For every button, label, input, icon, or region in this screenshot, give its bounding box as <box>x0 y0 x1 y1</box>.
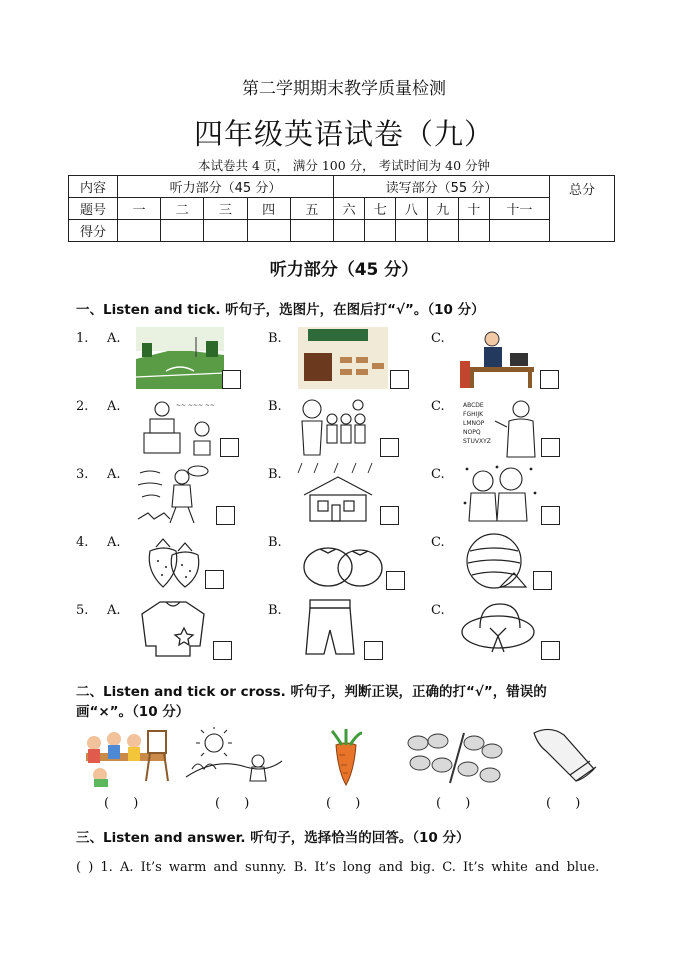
answer-box[interactable] <box>380 438 399 457</box>
cell-q: 八 <box>396 198 427 220</box>
scarf-image <box>530 725 600 785</box>
family-line-image <box>298 397 376 457</box>
watermelon-image <box>464 533 530 593</box>
strawberries-image <box>144 537 204 589</box>
eye-chart-image <box>461 397 541 457</box>
score-input[interactable] <box>247 220 290 242</box>
answer-box[interactable] <box>541 438 560 457</box>
q1-row-number: 1. <box>76 331 89 346</box>
cell-q: 九 <box>427 198 458 220</box>
cell-total: 总分 <box>550 176 615 242</box>
cell-q: 六 <box>333 198 364 220</box>
shorts-image <box>302 598 358 658</box>
score-input[interactable] <box>365 220 396 242</box>
exam-subject: 第二学期期末教学质量检测 <box>242 79 446 99</box>
exam-meta: 本试卷共 4 页， 满分 100 分， 考试时间为 40 分钟 <box>197 158 490 173</box>
score-row-content <box>69 176 615 198</box>
kids-painting-image <box>78 727 176 787</box>
svg-text:STUVXYZ: STUVXYZ <box>463 438 491 445</box>
cell-q: 三 <box>204 198 247 220</box>
sweater-image <box>138 598 208 658</box>
answer-box[interactable] <box>205 570 224 589</box>
playground-image <box>136 327 224 389</box>
option-label: B. <box>268 535 282 550</box>
option-label: B. <box>268 467 282 482</box>
cell-q: 五 <box>290 198 333 220</box>
score-input[interactable] <box>396 220 427 242</box>
windy-day-image <box>136 463 216 525</box>
answer-box[interactable] <box>533 571 552 590</box>
rainy-house-image <box>298 463 378 525</box>
score-input[interactable] <box>333 220 364 242</box>
tomatoes-image <box>302 541 384 587</box>
cell-q: 四 <box>247 198 290 220</box>
option-label: C. <box>431 331 445 346</box>
cell-reading: 读写部分（55 分） <box>333 176 549 198</box>
answer-box[interactable] <box>222 370 241 389</box>
q1-row-number: 2. <box>76 399 89 414</box>
q3-heading: 三、Listen and answer. 听句子，选择恰当的回答。（10 分） <box>76 830 470 846</box>
cell-q: 二 <box>161 198 204 220</box>
answer-box[interactable] <box>213 641 232 660</box>
answer-box[interactable] <box>386 571 405 590</box>
cell-label: 得分 <box>69 220 118 242</box>
option-label: A. <box>107 331 121 346</box>
q3-item-1: ( ) 1. A. It’s warm and sunny. B. It’s long and big. C. It’s white and blue. <box>76 860 600 875</box>
listening-section-title: 听力部分（45 分） <box>269 260 419 280</box>
sheep-flock-image <box>404 729 504 787</box>
option-label: B. <box>268 603 282 618</box>
music-room-image <box>298 327 388 389</box>
hot-sun-image <box>186 727 282 787</box>
score-input[interactable] <box>204 220 247 242</box>
q2-heading-line2: 画“×”。（10 分） <box>76 704 190 720</box>
cell-label: 题号 <box>69 198 118 220</box>
answer-paren[interactable]: ( ) <box>436 796 481 811</box>
carrot-image <box>326 729 366 787</box>
svg-text:LMNOP: LMNOP <box>463 420 485 427</box>
score-row-scores <box>69 220 615 242</box>
answer-box[interactable] <box>541 506 560 525</box>
q1-heading: 一、Listen and tick. 听句子，选图片，在图后打“√”。（10 分） <box>76 302 485 318</box>
exam-title: 四年级英语试卷（九） <box>193 117 494 151</box>
option-label: C. <box>431 603 445 618</box>
q1-row-number: 5. <box>76 603 89 618</box>
answer-box[interactable] <box>364 641 383 660</box>
score-input[interactable] <box>118 220 161 242</box>
answer-box[interactable] <box>541 641 560 660</box>
snowy-kids-image <box>461 463 541 525</box>
svg-text:NOPQ: NOPQ <box>463 429 481 436</box>
svg-text:FGHIJK: FGHIJK <box>463 411 484 418</box>
score-input[interactable] <box>290 220 333 242</box>
option-label: B. <box>268 331 282 346</box>
sun-hat-image <box>460 600 536 656</box>
option-label: C. <box>431 535 445 550</box>
svg-text:~~ ~~~ ~~: ~~ ~~~ ~~ <box>176 402 216 409</box>
answer-paren[interactable]: ( ) <box>215 796 260 811</box>
answer-box[interactable] <box>380 506 399 525</box>
score-input[interactable] <box>161 220 204 242</box>
option-label: A. <box>107 603 121 618</box>
answer-box[interactable] <box>216 506 235 525</box>
cell-q: 一 <box>118 198 161 220</box>
score-row-numbers <box>69 198 615 220</box>
option-label: C. <box>431 467 445 482</box>
teacher-office-image <box>460 327 540 389</box>
option-label: B. <box>268 399 282 414</box>
cell-q: 十一 <box>489 198 549 220</box>
score-input[interactable] <box>489 220 549 242</box>
cell-label: 内容 <box>69 176 118 198</box>
classroom-students-image <box>136 395 220 457</box>
score-input[interactable] <box>427 220 458 242</box>
q1-row-number: 3. <box>76 467 89 482</box>
cell-listening: 听力部分（45 分） <box>118 176 334 198</box>
answer-paren[interactable]: ( ) <box>104 796 149 811</box>
answer-box[interactable] <box>540 370 559 389</box>
option-label: C. <box>431 399 445 414</box>
answer-paren[interactable]: ( ) <box>546 796 591 811</box>
q1-row-number: 4. <box>76 535 89 550</box>
option-label: A. <box>107 399 121 414</box>
svg-text:ABCDE: ABCDE <box>463 402 484 409</box>
q2-heading-line1: 二、Listen and tick or cross. 听句子，判断正误，正确的打“√”，错误的 <box>76 684 547 700</box>
score-input[interactable] <box>458 220 489 242</box>
answer-box[interactable] <box>220 438 239 457</box>
cell-q: 十 <box>458 198 489 220</box>
answer-box[interactable] <box>390 370 409 389</box>
answer-paren[interactable]: ( ) <box>326 796 371 811</box>
cell-q: 七 <box>365 198 396 220</box>
option-label: A. <box>107 535 121 550</box>
score-table <box>68 175 615 242</box>
option-label: A. <box>107 467 121 482</box>
